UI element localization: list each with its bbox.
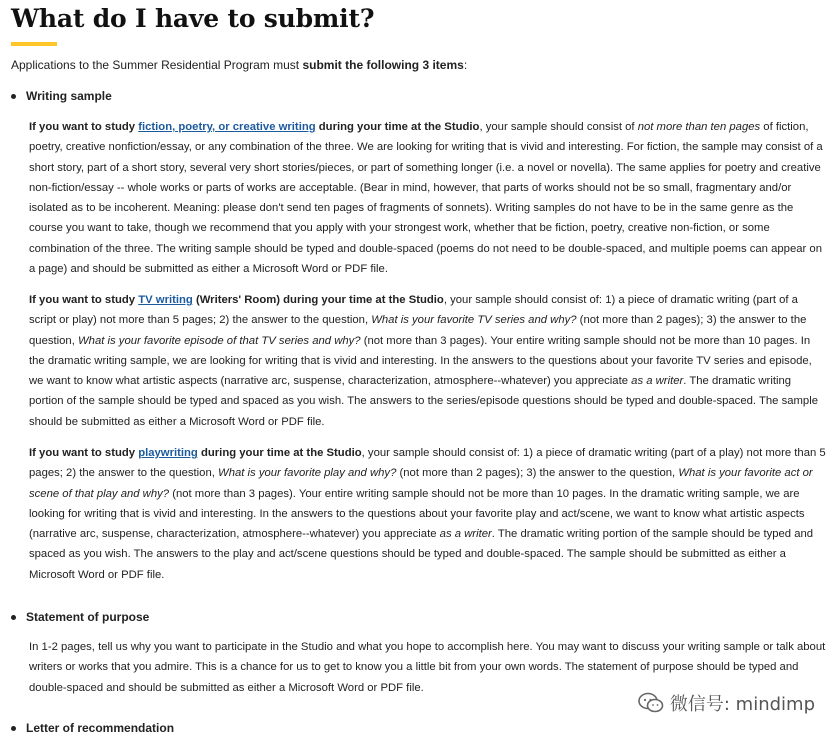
page-title: What do I have to submit? [11,4,375,33]
bullet-writing-sample: Writing sample [11,88,112,104]
tv-writing-link[interactable]: TV writing [138,294,193,306]
statement-paragraph: In 1-2 pages, tell us why you want to participate in the Studio and what you hope to accomplish here. You may want to discuss your writing sample or talk about writers or works that you admire. This is a chance for us to get to know you a little bit from your own words. The statement of purpose should be typed and double-spaced and should be submitted as either a Microsoft Word or PDF file. [29,641,826,694]
title-accent-rule [11,42,57,46]
intro-text: Applications to the Summer Residential Program must submit the following 3 items: [11,58,468,72]
intro-bold: submit the following 3 items [302,58,464,72]
bullet-statement-of-purpose: Statement of purpose [11,609,149,625]
bullet-letter-of-recommendation: Letter of recommendation [11,720,174,736]
watermark [638,690,815,716]
tv-paragraph: If you want to study TV writing (Writers' Room) during your time at the Studio, your sample should consist of: 1) a piece of dramatic writing (part of a script or play) not more than 5 pages; 2) the answer to the question, What is your favorite TV series and why? (not more than 2 pages); 3) the answer to the question, What is your favorite episode of that TV series and why? (not more than 3 pages). Your entire writing sample should not be more than 10 pages. In the dramatic writing sample, we are looking for writing that is vivid and interesting. In the answers to the questions about your favorite TV series and episode, we want to know what artistic aspects (narrative arc, suspense, characterization, atmosphere--whatever) you appreciate as a writer. The dramatic writing portion of the sample should be typed and spaced as you wish. The answers to the series/episode questions should be typed and double-spaced. The sample should be submitted as either a Microsoft Word or PDF file. [29,294,818,428]
playwriting-link[interactable]: playwriting [138,447,198,459]
bullet-dot [11,615,16,620]
playwriting-paragraph: If you want to study playwriting during your time at the Studio, your sample should consist of: 1) a piece of dramatic writing (part of a play) not more than 5 pages; 2) the answer to the question, What is your favorite play and why? (not more than 2 pages); 3) the answer to the question, What is your favorite act or scene of that play and why? (not more than 3 pages). Your entire writing sample should not be more than 10 pages. In the dramatic writing sample, we are looking for writing that is vivid and interesting. In the answers to the questions about your favorite play and act/scene, we want to know what artistic aspects (narrative arc, suspense, characterization, atmosphere--whatever) you appreciate as a writer. The dramatic writing portion of the sample should be typed and spaced as you wish. The answers to the play and act/scene questions should be typed and double-spaced. The sample should be submitted as either a Microsoft Word or PDF file. [29,447,826,581]
fiction-paragraph: If you want to study fiction, poetry, or creative writing during your time at the Studio, your sample should consist of not more than ten pages of fiction, poetry, creative nonfiction/essay, or any combination of the three. We are looking for writing that is vivid and interesting. For fiction, the sample may consist of a short story, part of a short story, several very short stories/pieces, or part of something longer (i.e. a novel or novella). The same applies for poetry and creative non-fiction/essay -- whole works or parts of works are acceptable. (Bear in mind, however, that parts of works should not be so small, fragmentary and/or isolated as to be incoherent. Meaning: please don't send ten pages of fragments of sonnets). Writing samples do not have to be in the same genre as the course you want to take, though we recommend that you apply with your strongest work, whether that be fiction, poetry, creative non-fiction, or some combination of the three. The writing sample should be typed and double-spaced (poems do not need to be double-spaced, and multiple poems can appear on a page) and should be submitted as either a Microsoft Word or PDF file. [29,121,823,276]
bullet-dot [11,726,16,731]
bullet-dot [11,94,16,99]
fiction-link[interactable]: fiction, poetry, or creative writing [138,121,316,133]
watermark-text: 微信号: mindimp [669,694,815,715]
wechat-icon [638,692,664,714]
